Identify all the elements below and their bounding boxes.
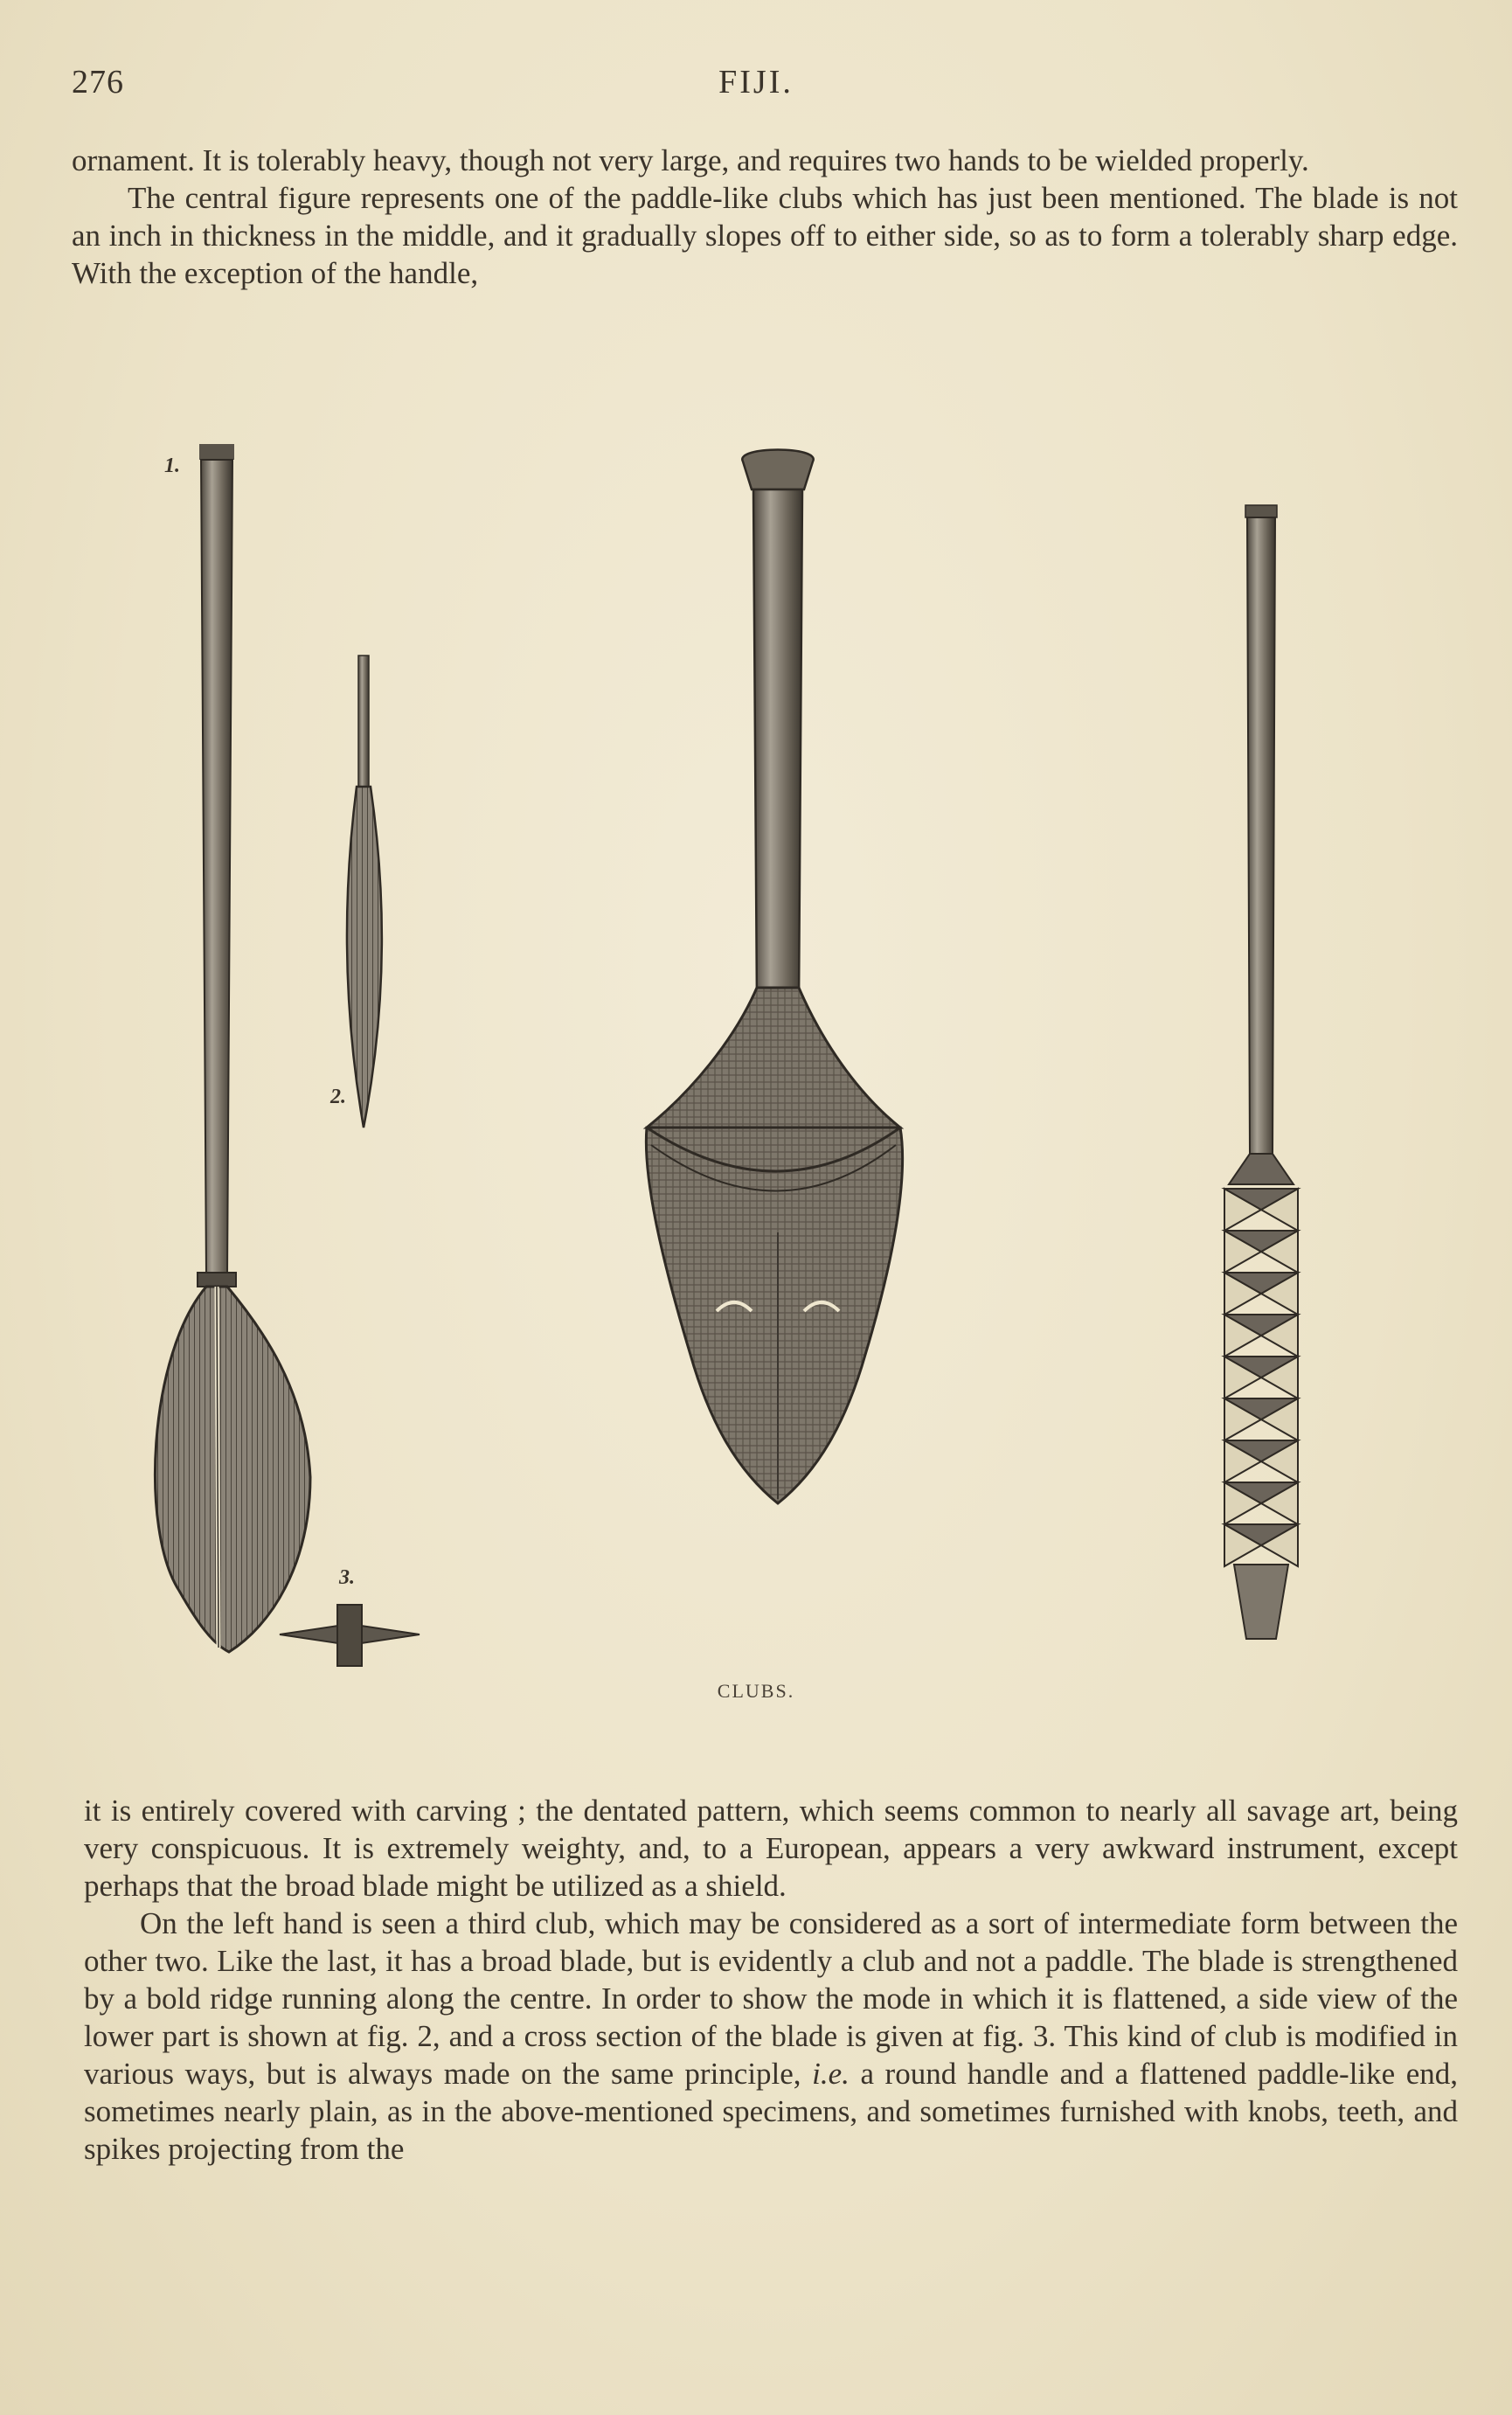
paragraph-third-club <box>84 1905 1458 2168</box>
top-text-block <box>72 142 1458 292</box>
paragraph-carving: it is entirely covered with carving ; the dentated pattern, which seems common to nearly all savage art, being very conspicuous. It is extremely weighty, and, to a European, appears a very awkward instrument, except perhaps that the broad blade might be utilized as a shield. <box>84 1794 1458 1903</box>
paragraph-third-club-part-b: a round handle and a flattened paddle-like end, sometimes nearly plain, as in the above-mentioned specimens, and sometimes furnished with knobs, teeth, and spikes projecting from the <box>84 2057 1459 2166</box>
running-head <box>72 63 1440 107</box>
figure-caption: CLUBS. <box>717 1680 795 1702</box>
carved-paddle-club-icon <box>646 450 902 1504</box>
bottom-text-block <box>84 1792 1458 2168</box>
cross-section-icon <box>280 1605 420 1666</box>
figure-label-3: 3. <box>339 1566 355 1589</box>
paragraph-continued: ornament. It is tolerably heavy, though not very large, and requires two hands to be wielded properly. <box>72 143 1309 177</box>
running-title: FIJI. <box>718 64 794 101</box>
paragraph-central-figure: The central figure represents one of the paddle-like clubs which has just been mentioned. The blade is not an inch in thickness in the middle, and it gradually slopes off to either side, so as to form a tolerably sharp edge. With the exception of the handle, <box>72 181 1458 290</box>
ie-abbreviation: i.e. <box>812 2057 850 2091</box>
paragraph-third-club-part-a: On the left hand is seen a third club, which may be considered as a sort of intermediate form between the other two. Like the last, it has a broad blade, but is evidently a club and not a paddle. The blade is strengthened by a bold ridge running along the centre. In order to show the mode in which it is flattened, a side view of the lower part is shown at fig. 2, and a cross section of the blade is given at fig. 3. This kind of club is modified in various ways, but is always made on the same principle, <box>84 1906 1458 2091</box>
clubs-illustration <box>131 428 1381 1704</box>
clubs-engraving <box>131 428 1381 1704</box>
figure-label-2: 2. <box>330 1086 346 1108</box>
paddle-club-icon <box>155 444 310 1652</box>
dentated-club-icon <box>1224 505 1298 1639</box>
side-view-icon <box>347 656 382 1128</box>
figure-label-1: 1. <box>164 455 180 477</box>
page-number: 276 <box>72 64 124 101</box>
